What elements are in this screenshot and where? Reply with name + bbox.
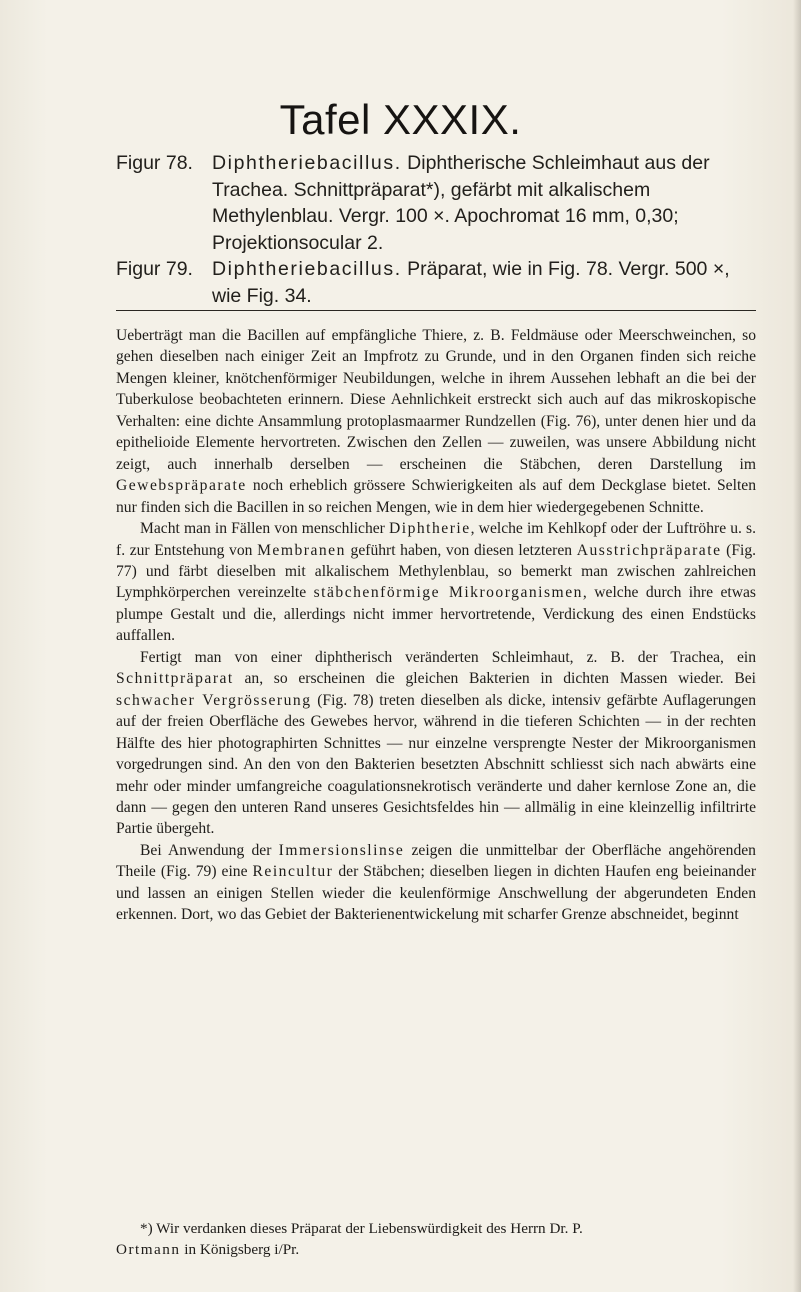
plate-title: Tafel XXXIX. — [279, 96, 522, 143]
emphasized-term: Gewebspräparate — [116, 477, 247, 495]
paragraph-text: (Fig. 78) treten dieselben als dicke, intensiv gefärbte Auflagerungen auf der freien Oberfläche des Gewebes hervor, während in die tieferen Schichten — in der rechten Hälfte des hier photographirten Schnittes — nur einzelne versprengte Nester der Mikroorganismen vorgedrungen sind. An den von den Bakterien besetzten Abschnitt schliesst sich nach abwärts eine mehr oder minder umfangreiche coagulationsnekrotisch veränderte und daher kernlose Zone an, die dann — gegen den unteren Rand unseres Gesichtsfeldes hin — allmälig in eine kleinzellig infiltrirte Partie übergeht. — [116, 691, 756, 838]
paragraph-text: Fertigt man von einer diphtherisch veränderten Schleimhaut, z. B. der Trachea, ein — [140, 648, 756, 666]
paragraph-text: an, so erscheinen die gleichen Bakterien in dichten Massen wieder. Bei — [233, 670, 756, 688]
footnote-location: in Königsberg i/Pr. — [180, 1241, 300, 1258]
paragraph-text: , welche im Kehlkopf oder der Luftröhre u. s. f. zur Entstehung von — [116, 520, 756, 559]
emphasized-term: Ausstrichpräparate — [576, 541, 722, 559]
footnote-line: *) Wir verdanken dieses Präparat der Liebenswürdigkeit des Herrn Dr. P. — [140, 1220, 583, 1237]
figure-caption — [116, 150, 764, 256]
figure-captions — [116, 150, 764, 309]
paragraph-text: , welche durch ihre etwas plumpe Gestalt und die, allerdings nicht immer hervortretende, Verdickung des einen Endstücks auffallen. — [116, 584, 756, 645]
caption-description: Präparat, wie in Fig. 78. Vergr. 500 ×, wie Fig. 34. — [212, 258, 730, 307]
body-paragraph — [116, 325, 756, 518]
figure-caption — [116, 256, 764, 309]
figure-label: Figur 78. — [116, 152, 193, 174]
emphasized-term: Diphtherie — [388, 520, 471, 538]
paragraph-text: Bei Anwendung der — [140, 841, 279, 859]
footnote-person-name: Ortmann — [116, 1241, 181, 1258]
paragraph-text: Macht man in Fällen von menschlicher — [140, 520, 389, 538]
organism-name: Diphtheriebacillus. — [212, 258, 402, 280]
body-text — [116, 325, 756, 926]
page-edge-shadow — [793, 0, 801, 1292]
emphasized-term: Schnittpräparat — [116, 670, 234, 688]
emphasized-term: schwacher Vergrösserung — [116, 691, 312, 709]
footnote — [116, 1218, 756, 1260]
paragraph-text: der Stäbchen; dieselben liegen in dichten Haufen eng beieinander und lassen an einigen Stellen wieder die keulenförmige Anschwellung der abgerundeten Enden erkennen. Dort, wo das Gebiet der Bakterienentwickelung mit scharfer Grenze abschneidet, beginnt — [116, 863, 757, 924]
figure-caption-text — [212, 256, 764, 309]
footnote-line — [116, 1239, 756, 1260]
horizontal-rule — [116, 310, 756, 311]
paragraph-text: Ueberträgt man die Bacillen auf empfängliche Thiere, z. B. Feldmäuse oder Meerschweinchen, so gehen dieselben nach einiger Zeit an Impfrotz zu Grunde, und in den Organen finden sich reiche Mengen kleiner, knötchenförmiger Neubildungen, welche in ihrem Aussehen lebhaft an die bei der Tuberkulose beobachteten erinnern. Diese Aehnlichkeit erstreckt sich auch auf das mikroskopische Verhalten: eine dichte Ansammlung protoplasmaarmer Rundzellen (Fig. 76), unter denen hier und da epithelioide Elemente hervortreten. Zwischen den Zellen — zuweilen, was unsere Abbildung nicht zeigt, auch innerhalb derselben — erscheinen die Stäbchen, deren Darstellung im — [116, 327, 756, 473]
figure-label: Figur 79. — [116, 258, 193, 280]
body-paragraph — [116, 840, 756, 926]
body-paragraph — [116, 518, 756, 647]
organism-name: Diphtheriebacillus. — [212, 152, 402, 174]
paragraph-text: zeigen die unmittelbar der Oberfläche angehörenden Theile (Fig. 79) eine — [116, 841, 756, 881]
emphasized-term: stäbchenförmige Mikroorganismen — [313, 584, 583, 602]
figure-caption-text — [212, 150, 764, 256]
caption-description: Diphtherische Schleimhaut aus der Trachea. Schnittpräparat*), gefärbt mit alkalischem Methylenblau. Vergr. 100 ×. Apochromat 16 mm, 0,30; Projektionsocular 2. — [212, 152, 710, 254]
body-paragraph — [116, 647, 756, 840]
emphasized-term: Immersionslinse — [278, 841, 405, 859]
emphasized-term: Membranen — [257, 541, 346, 559]
paragraph-text: (Fig. 77) und färbt dieselben mit alkalischem Methylenblau, so bemerkt man zwischen zahlreichen Lymphkörperchen vereinzelte — [116, 541, 757, 602]
emphasized-term: Reincultur — [252, 863, 334, 881]
paragraph-text: geführt haben, von diesen letzteren — [345, 541, 577, 559]
paragraph-text: noch erheblich grössere Schwierigkeiten als auf dem Deckglase bietet. Selten nur finden sich die Bacillen in so reichen Mengen, wie in dem hier wiedergegebenen Schnitte. — [116, 477, 756, 516]
